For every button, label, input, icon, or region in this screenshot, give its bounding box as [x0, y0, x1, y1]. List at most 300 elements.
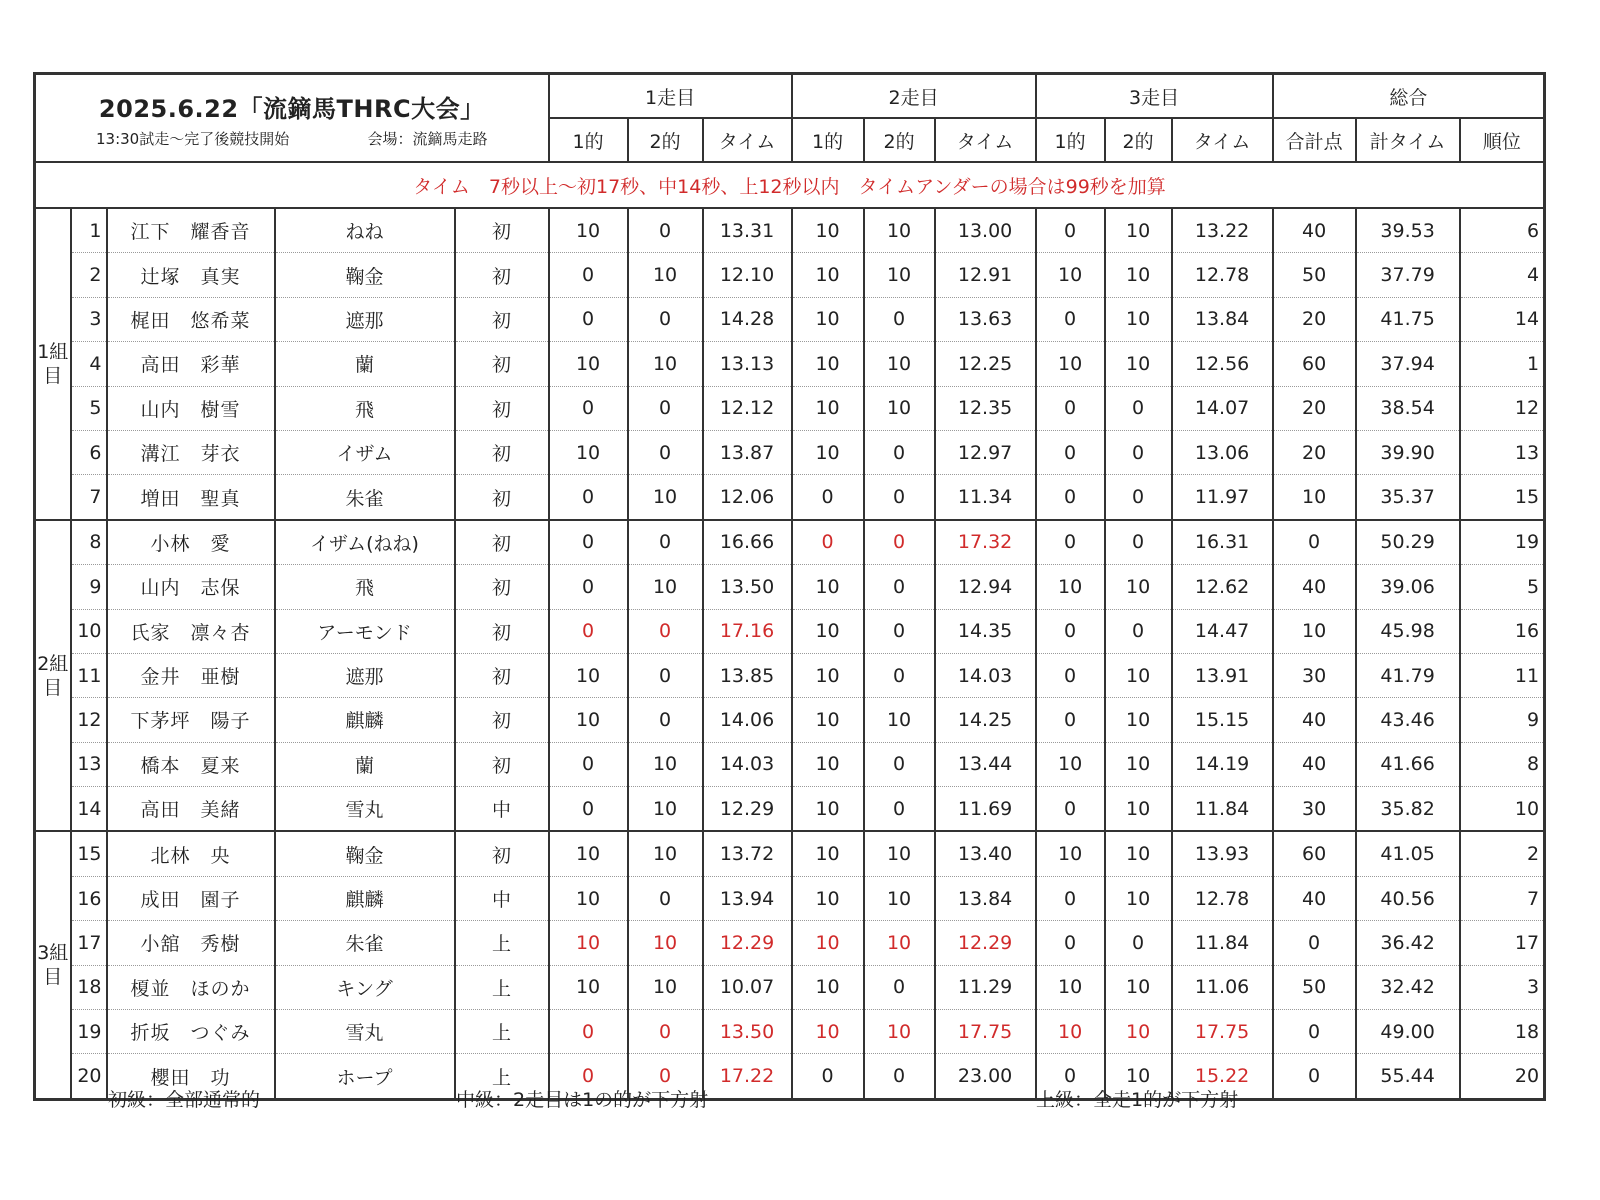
horse-name: イザム [275, 430, 455, 474]
entry-number: 5 [71, 386, 107, 430]
run3-target2: 10 [1105, 698, 1172, 742]
run3-target1: 0 [1036, 787, 1105, 832]
run3-time: 17.75 [1172, 1010, 1273, 1054]
run2-target1: 10 [792, 253, 864, 297]
table-row [35, 653, 1545, 697]
run3-time: 12.78 [1172, 253, 1273, 297]
rider-name: 櫻田 功 [107, 1054, 275, 1099]
rider-name: 増田 聖真 [107, 475, 275, 520]
run3-target2: 0 [1105, 520, 1172, 565]
entry-number: 2 [71, 253, 107, 297]
run1-target2: 0 [628, 430, 703, 474]
run1-time-header: タイム [703, 118, 792, 162]
run2-time: 14.25 [935, 698, 1036, 742]
run3-target2: 10 [1105, 1010, 1172, 1054]
run3-time: 16.31 [1172, 520, 1273, 565]
run1-time: 12.29 [703, 921, 792, 965]
run3-target1: 0 [1036, 475, 1105, 520]
rank: 17 [1460, 921, 1545, 965]
table-row [35, 253, 1545, 297]
run1-time: 13.50 [703, 565, 792, 609]
level: 初 [455, 430, 549, 474]
entry-number: 9 [71, 565, 107, 609]
level: 初 [455, 742, 549, 786]
run1-time: 13.72 [703, 831, 792, 876]
run2-time: 13.00 [935, 208, 1036, 253]
total-points: 20 [1273, 430, 1356, 474]
run1-target2: 0 [628, 1010, 703, 1054]
total-time: 37.94 [1356, 342, 1460, 386]
run3-time: 13.22 [1172, 208, 1273, 253]
rider-name: 溝江 芽衣 [107, 430, 275, 474]
total-time: 38.54 [1356, 386, 1460, 430]
run1-time: 13.85 [703, 653, 792, 697]
total-time: 50.29 [1356, 520, 1460, 565]
run2-target2: 0 [864, 787, 935, 832]
total-time: 41.05 [1356, 831, 1460, 876]
horse-name: 飛 [275, 386, 455, 430]
entry-number: 19 [71, 1010, 107, 1054]
horse-name: 鞠金 [275, 831, 455, 876]
total-points: 0 [1273, 1054, 1356, 1099]
rank: 9 [1460, 698, 1545, 742]
total-points: 20 [1273, 386, 1356, 430]
level: 初 [455, 253, 549, 297]
total-header: 総合 [1273, 74, 1545, 119]
run2-target2: 0 [864, 1054, 935, 1099]
run3-time: 12.56 [1172, 342, 1273, 386]
run2-time: 13.44 [935, 742, 1036, 786]
rider-name: 北林 央 [107, 831, 275, 876]
entry-number: 20 [71, 1054, 107, 1099]
run2-target2: 0 [864, 565, 935, 609]
run2-time-header: タイム [935, 118, 1036, 162]
run2-target2: 10 [864, 386, 935, 430]
total-time: 40.56 [1356, 876, 1460, 920]
total-time: 39.53 [1356, 208, 1460, 253]
run3-time: 14.07 [1172, 386, 1273, 430]
run1-target1: 0 [549, 297, 628, 341]
run2-target2: 10 [864, 342, 935, 386]
run3-target2: 0 [1105, 430, 1172, 474]
total-time: 35.37 [1356, 475, 1460, 520]
run1-target1: 0 [549, 1054, 628, 1099]
entry-number: 10 [71, 609, 107, 653]
run2-target1: 10 [792, 609, 864, 653]
run3-time: 13.91 [1172, 653, 1273, 697]
run3-time: 13.84 [1172, 297, 1273, 341]
run2-target1: 10 [792, 386, 864, 430]
run2-target1: 10 [792, 876, 864, 920]
rider-name: 梶田 悠希菜 [107, 297, 275, 341]
run1-target1: 10 [549, 342, 628, 386]
run2-time: 11.69 [935, 787, 1036, 832]
run1-time: 17.22 [703, 1054, 792, 1099]
run3-target1: 10 [1036, 742, 1105, 786]
run2-target1: 10 [792, 342, 864, 386]
horse-name: 遮那 [275, 297, 455, 341]
total-time: 41.75 [1356, 297, 1460, 341]
run3-time: 14.47 [1172, 609, 1273, 653]
run1-target2: 10 [628, 475, 703, 520]
entry-number: 7 [71, 475, 107, 520]
rank: 16 [1460, 609, 1545, 653]
footer-notes [0, 1085, 1600, 1125]
total-time: 32.42 [1356, 965, 1460, 1009]
run1-target1: 10 [549, 208, 628, 253]
horse-name: 鞠金 [275, 253, 455, 297]
rank: 5 [1460, 565, 1545, 609]
run2-time: 13.84 [935, 876, 1036, 920]
level: 初 [455, 609, 549, 653]
run1-time: 13.31 [703, 208, 792, 253]
run1-time: 14.28 [703, 297, 792, 341]
results-table [33, 72, 1546, 1101]
run2-time: 11.34 [935, 475, 1036, 520]
run1-time: 14.03 [703, 742, 792, 786]
run3-time: 12.78 [1172, 876, 1273, 920]
run2-target2: 0 [864, 742, 935, 786]
total-time: 43.46 [1356, 698, 1460, 742]
run2-target2: 0 [864, 475, 935, 520]
entry-number: 18 [71, 965, 107, 1009]
run1-time: 17.16 [703, 609, 792, 653]
page-title: 2025.6.22「流鏑馬THRC大会」 [98, 95, 485, 123]
run2-target1: 10 [792, 965, 864, 1009]
run2-time: 12.29 [935, 921, 1036, 965]
level: 初 [455, 475, 549, 520]
run2-target2: 0 [864, 609, 935, 653]
run1-target1: 10 [549, 831, 628, 876]
horse-name: 麒麟 [275, 698, 455, 742]
entry-number: 15 [71, 831, 107, 876]
run3-target2: 0 [1105, 386, 1172, 430]
total-points: 40 [1273, 876, 1356, 920]
run3-target1: 10 [1036, 965, 1105, 1009]
run2-target1: 0 [792, 1054, 864, 1099]
rank: 20 [1460, 1054, 1545, 1099]
total-points: 10 [1273, 609, 1356, 653]
run3-target1: 10 [1036, 1010, 1105, 1054]
run1-target2: 0 [628, 653, 703, 697]
run3-target1: 0 [1036, 876, 1105, 920]
run2-target1: 10 [792, 1010, 864, 1054]
run1-target1: 0 [549, 386, 628, 430]
subtitle-start: 13:30試走～完了後競技開始 [96, 130, 290, 148]
rider-name: 高田 彩華 [107, 342, 275, 386]
table-row [35, 342, 1545, 386]
run3-target1: 0 [1036, 430, 1105, 474]
total-points: 50 [1273, 253, 1356, 297]
rank: 11 [1460, 653, 1545, 697]
run1-target2: 0 [628, 876, 703, 920]
level: 中 [455, 787, 549, 832]
run3-target2: 0 [1105, 475, 1172, 520]
total-points: 0 [1273, 921, 1356, 965]
level: 上 [455, 965, 549, 1009]
entry-number: 17 [71, 921, 107, 965]
level: 中 [455, 876, 549, 920]
results-body [35, 208, 1545, 1099]
run3-target2: 10 [1105, 1054, 1172, 1099]
rank: 1 [1460, 342, 1545, 386]
level: 初 [455, 342, 549, 386]
run2-target2: 0 [864, 297, 935, 341]
rank: 15 [1460, 475, 1545, 520]
total-points: 40 [1273, 565, 1356, 609]
run1-target1: 0 [549, 742, 628, 786]
run1-target1: 10 [549, 653, 628, 697]
rider-name: 辻塚 真実 [107, 253, 275, 297]
table-row [35, 831, 1545, 876]
horse-name: 遮那 [275, 653, 455, 697]
run2-target2: 10 [864, 253, 935, 297]
run1-target1: 0 [549, 565, 628, 609]
total-points-header: 合計点 [1273, 118, 1356, 162]
total-points: 20 [1273, 297, 1356, 341]
run1-target2: 0 [628, 208, 703, 253]
total-points: 10 [1273, 475, 1356, 520]
run1-time: 16.66 [703, 520, 792, 565]
level: 初 [455, 520, 549, 565]
run1-time: 12.12 [703, 386, 792, 430]
run3-target1: 10 [1036, 831, 1105, 876]
horse-name: キング [275, 965, 455, 1009]
level: 初 [455, 565, 549, 609]
total-points: 40 [1273, 208, 1356, 253]
table-row [35, 208, 1545, 253]
run3-target2: 10 [1105, 876, 1172, 920]
run2-target1: 10 [792, 831, 864, 876]
group-label: 1組目 [35, 208, 71, 520]
total-time: 45.98 [1356, 609, 1460, 653]
footer-advanced-note: 上級：全走1的が下方射 [1036, 1089, 1239, 1111]
run1-target2: 10 [628, 787, 703, 832]
run1-time: 13.13 [703, 342, 792, 386]
table-row [35, 965, 1545, 1009]
entry-number: 11 [71, 653, 107, 697]
run1-target2: 0 [628, 386, 703, 430]
run1-target2: 0 [628, 1054, 703, 1099]
run2-time: 12.91 [935, 253, 1036, 297]
run3-time: 11.84 [1172, 921, 1273, 965]
rank: 7 [1460, 876, 1545, 920]
rider-name: 小林 愛 [107, 520, 275, 565]
run3-target2: 10 [1105, 831, 1172, 876]
run3-target2: 10 [1105, 297, 1172, 341]
horse-name: 飛 [275, 565, 455, 609]
run3-target2: 0 [1105, 921, 1172, 965]
run3-target2: 10 [1105, 653, 1172, 697]
run2-target2: 0 [864, 965, 935, 1009]
rider-name: 下茅坪 陽子 [107, 698, 275, 742]
level: 初 [455, 208, 549, 253]
run2-time: 13.63 [935, 297, 1036, 341]
level: 初 [455, 698, 549, 742]
run3-target2: 10 [1105, 342, 1172, 386]
run1-target1: 0 [549, 475, 628, 520]
run1-target2: 10 [628, 342, 703, 386]
table-row [35, 1010, 1545, 1054]
run2-target1: 10 [792, 698, 864, 742]
run3-time-header: タイム [1172, 118, 1273, 162]
run1-target1: 0 [549, 609, 628, 653]
rank: 18 [1460, 1010, 1545, 1054]
horse-name: 蘭 [275, 342, 455, 386]
table-row [35, 698, 1545, 742]
total-points: 40 [1273, 742, 1356, 786]
run3-target2: 10 [1105, 787, 1172, 832]
horse-name: ホープ [275, 1054, 455, 1099]
run2-time: 17.75 [935, 1010, 1036, 1054]
table-row [35, 386, 1545, 430]
run2-header: 2走目 [792, 74, 1036, 119]
run1-target1: 10 [549, 965, 628, 1009]
run2-target1: 10 [792, 430, 864, 474]
run1-target1: 10 [549, 876, 628, 920]
level: 初 [455, 386, 549, 430]
horse-name: ねね [275, 208, 455, 253]
run1-target2: 0 [628, 297, 703, 341]
rider-name: 高田 美緒 [107, 787, 275, 832]
table-row [35, 921, 1545, 965]
results-sheet [33, 72, 1543, 1101]
run2-target1: 10 [792, 921, 864, 965]
level: 初 [455, 831, 549, 876]
horse-name: 朱雀 [275, 475, 455, 520]
total-points: 50 [1273, 965, 1356, 1009]
run3-target2: 10 [1105, 253, 1172, 297]
run1-time: 13.94 [703, 876, 792, 920]
run3-target2: 10 [1105, 208, 1172, 253]
run2-time: 17.32 [935, 520, 1036, 565]
run1-time: 12.29 [703, 787, 792, 832]
run1-target1: 0 [549, 787, 628, 832]
run1-target1: 10 [549, 921, 628, 965]
run2-target1: 10 [792, 653, 864, 697]
rider-name: 氏家 凛々杏 [107, 609, 275, 653]
run3-time: 13.06 [1172, 430, 1273, 474]
table-row [35, 297, 1545, 341]
run3-time: 11.06 [1172, 965, 1273, 1009]
run1-target2: 10 [628, 565, 703, 609]
run2-target1: 10 [792, 565, 864, 609]
rank: 12 [1460, 386, 1545, 430]
total-points: 30 [1273, 787, 1356, 832]
run3-time: 14.19 [1172, 742, 1273, 786]
rank: 13 [1460, 430, 1545, 474]
total-time: 55.44 [1356, 1054, 1460, 1099]
run1-target2: 10 [628, 831, 703, 876]
run3-target1: 10 [1036, 253, 1105, 297]
run2-target2: 0 [864, 520, 935, 565]
run1-time: 13.87 [703, 430, 792, 474]
run3-time: 15.22 [1172, 1054, 1273, 1099]
run1-target2: 0 [628, 698, 703, 742]
total-time: 39.90 [1356, 430, 1460, 474]
run3-target2: 10 [1105, 965, 1172, 1009]
run2-target2: 10 [864, 876, 935, 920]
rank: 3 [1460, 965, 1545, 1009]
total-points: 40 [1273, 698, 1356, 742]
run3-time: 13.93 [1172, 831, 1273, 876]
entry-number: 8 [71, 520, 107, 565]
run2-time: 14.35 [935, 609, 1036, 653]
horse-name: 麒麟 [275, 876, 455, 920]
run2-target2: 10 [864, 1010, 935, 1054]
run2-target1: 0 [792, 475, 864, 520]
total-points: 30 [1273, 653, 1356, 697]
run3-target1: 0 [1036, 698, 1105, 742]
entry-number: 13 [71, 742, 107, 786]
rank: 19 [1460, 520, 1545, 565]
run1-target1-header: 1的 [549, 118, 628, 162]
rank: 8 [1460, 742, 1545, 786]
rider-name: 山内 樹雪 [107, 386, 275, 430]
run1-target2: 10 [628, 253, 703, 297]
run1-target2: 10 [628, 742, 703, 786]
table-row [35, 742, 1545, 786]
level: 上 [455, 921, 549, 965]
run2-target1: 10 [792, 787, 864, 832]
rank: 6 [1460, 208, 1545, 253]
horse-name: イザム(ねね) [275, 520, 455, 565]
run2-target2: 10 [864, 831, 935, 876]
entry-number: 3 [71, 297, 107, 341]
run2-time: 12.25 [935, 342, 1036, 386]
run2-target1: 10 [792, 297, 864, 341]
run1-time: 14.06 [703, 698, 792, 742]
entry-number: 14 [71, 787, 107, 832]
run2-target2: 0 [864, 430, 935, 474]
total-time: 39.06 [1356, 565, 1460, 609]
table-row [35, 876, 1545, 920]
footer-intermediate-note: 中級：2走目は1の的が下方射 [456, 1089, 709, 1111]
rider-name: 山内 志保 [107, 565, 275, 609]
horse-name: アーモンド [275, 609, 455, 653]
run2-time: 12.35 [935, 386, 1036, 430]
entry-number: 6 [71, 430, 107, 474]
total-points: 0 [1273, 520, 1356, 565]
footer-beginner-note: 初級：全部通常的 [108, 1089, 261, 1111]
run3-header: 3走目 [1036, 74, 1273, 119]
total-time: 41.66 [1356, 742, 1460, 786]
run3-target1: 0 [1036, 653, 1105, 697]
run1-target2: 10 [628, 921, 703, 965]
run2-target2: 10 [864, 698, 935, 742]
run3-target2: 10 [1105, 565, 1172, 609]
run2-time: 23.00 [935, 1054, 1036, 1099]
run3-target1: 0 [1036, 921, 1105, 965]
run3-target2: 0 [1105, 609, 1172, 653]
table-row [35, 430, 1545, 474]
run2-target2: 10 [864, 208, 935, 253]
run1-target2: 0 [628, 609, 703, 653]
run1-target1: 0 [549, 1010, 628, 1054]
level: 上 [455, 1010, 549, 1054]
horse-name: 雪丸 [275, 1010, 455, 1054]
run3-time: 12.62 [1172, 565, 1273, 609]
run2-target2-header: 2的 [864, 118, 935, 162]
run3-target1: 10 [1036, 565, 1105, 609]
level: 上 [455, 1054, 549, 1099]
total-time: 35.82 [1356, 787, 1460, 832]
rank: 10 [1460, 787, 1545, 832]
total-time: 41.79 [1356, 653, 1460, 697]
rank-header: 順位 [1460, 118, 1545, 162]
run2-time: 12.94 [935, 565, 1036, 609]
run3-target1: 0 [1036, 386, 1105, 430]
